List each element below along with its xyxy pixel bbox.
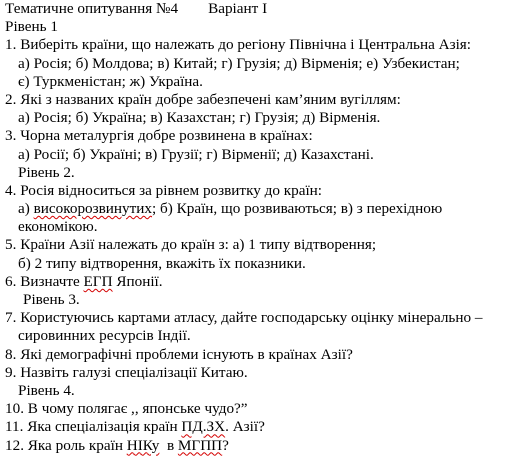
question-4-options <box>0 200 531 218</box>
question-6 <box>0 273 531 291</box>
level-1-heading: Рівень 1 <box>5 18 58 36</box>
misspelled-word: МГПП <box>177 436 223 454</box>
question-2: 2. Які з названих країн добре забезпечені кам’яним вугіллям: <box>5 90 401 108</box>
question-3-options: а) Росії; б) Україні; в) Грузії; г) Вірменії; д) Казахстані. <box>18 145 374 163</box>
question-1-options-cont: є) Туркменістан; ж) Україна. <box>18 72 203 90</box>
question-9: 9. Назвіть галузі спеціалізації Китаю. <box>5 363 248 381</box>
question-10: 10. В чому полягає ,, японське чудо?” <box>5 400 248 418</box>
question-5-options: б) 2 типу відтворення, вкажіть їх показники. <box>18 254 306 272</box>
question-11-prefix: 11. Яка спеціалізація країн <box>5 418 182 436</box>
question-3: 3. Чорна металургія добре розвинена в країнах: <box>5 127 313 145</box>
question-7: 7. Користуючись картами атласу, дайте господарську оцінку мінерально – <box>5 309 483 327</box>
document-title: Тематичне опитування №4 <box>5 0 179 17</box>
document-header <box>0 0 531 18</box>
level-3-heading: Рівень 3. <box>23 291 80 308</box>
options-rest: ; б) Країн, що розвиваються; в) з перехідною <box>152 200 443 218</box>
misspelled-word: високорозвинутих <box>33 200 153 218</box>
question-4: 4. Росія відноситься за рівнем розвитку до країн: <box>5 181 323 199</box>
question-12 <box>0 437 531 455</box>
question-4-options-cont: економікою. <box>18 218 98 236</box>
question-2-options: а) Росія; б) Україна; в) Казахстан; г) Грузія; д) Вірменія. <box>18 109 381 127</box>
question-1: 1. Виберіть країни, що належать до регіону Північна і Центральна Азія: <box>5 36 472 54</box>
option-a-prefix: а) <box>18 200 34 218</box>
question-6-prefix: 6. Визначте <box>5 272 84 290</box>
level-2-heading: Рівень 2. <box>18 163 75 181</box>
question-12-prefix: 12. Яка роль країн <box>5 436 127 454</box>
question-5: 5. Країни Азії належать до країн з: а) 1 типу відтворення; <box>5 236 377 254</box>
question-11 <box>0 418 531 436</box>
question-1-options: а) Росія; б) Молдова; в) Китай; г) Грузія; д) Вірменія; е) Узбекистан; <box>18 54 460 72</box>
misspelled-word: ЕГП <box>83 272 113 290</box>
misspelled-word: НІКу <box>126 436 160 454</box>
question-8: 8. Які демографічні проблеми існують в країнах Азії? <box>5 345 353 363</box>
variant-label: Варіант І <box>208 0 268 17</box>
question-12-middle: в <box>159 436 178 454</box>
misspelled-word: ПД.ЗХ <box>181 418 226 436</box>
question-12-suffix: ? <box>222 436 229 454</box>
level-4-heading: Рівень 4. <box>18 381 75 399</box>
question-6-suffix: Японії. <box>112 272 163 290</box>
question-7-cont: сировинних ресурсів Індії. <box>18 327 191 345</box>
question-11-suffix: . Азії? <box>225 418 265 436</box>
